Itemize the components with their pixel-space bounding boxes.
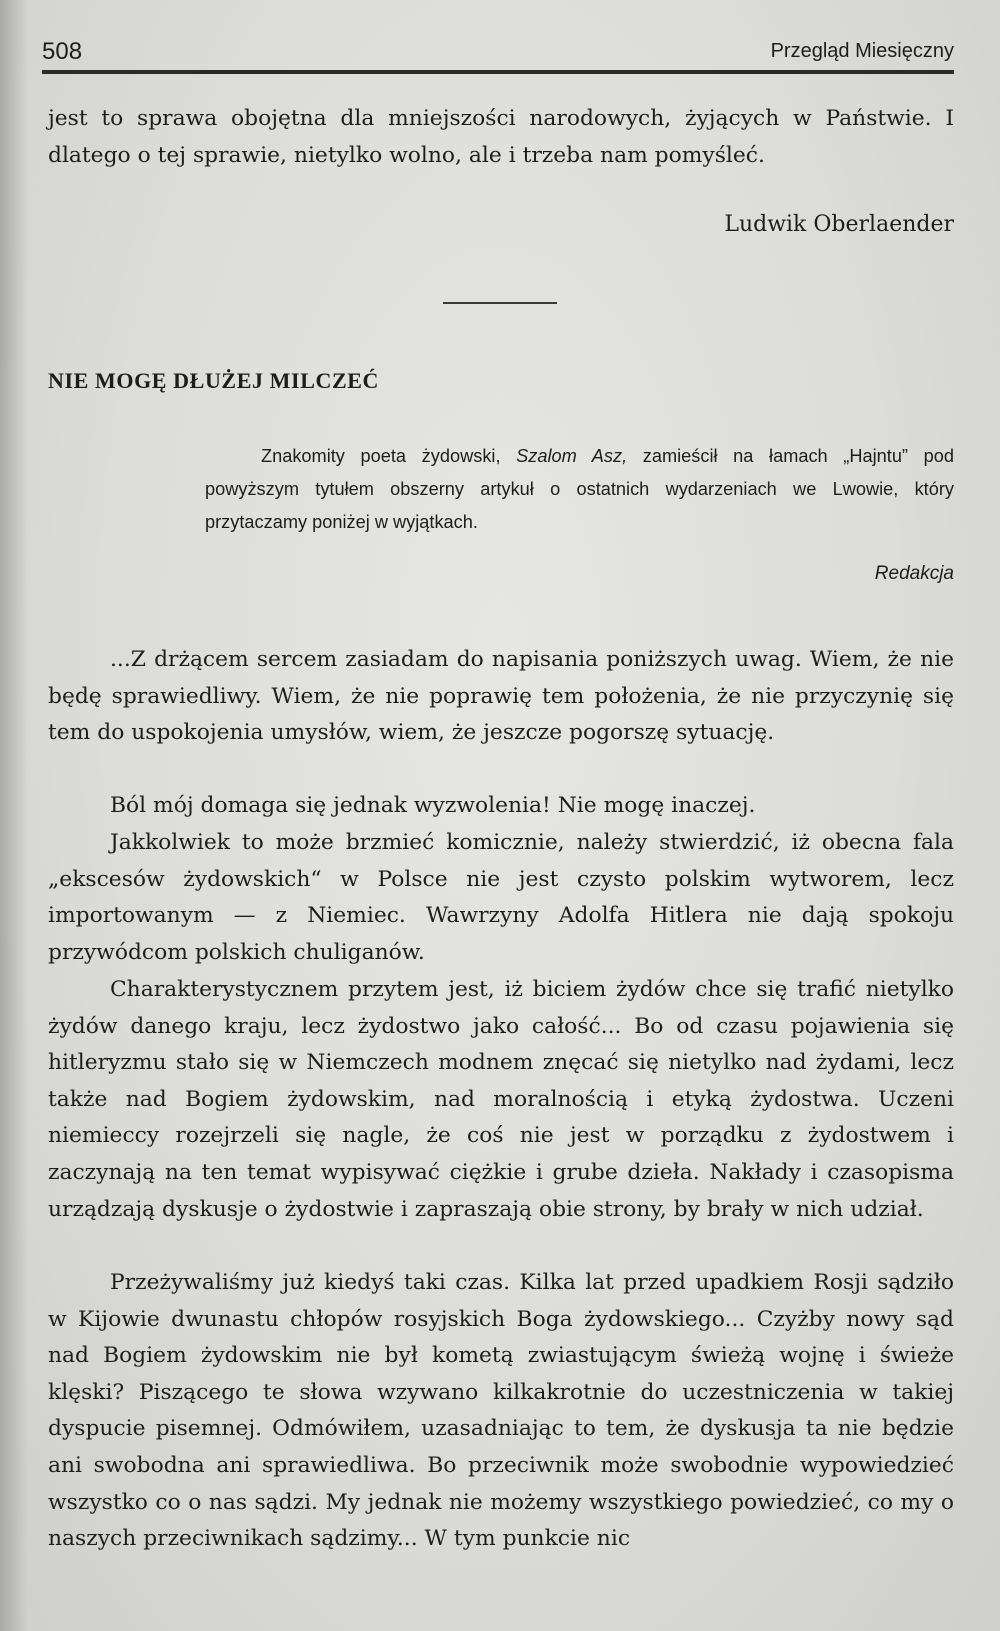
editorial-note-after-author: zamieścił na łamach „Hajntu” pod powyższym tytułem obszerny artykuł o ostatnich wydarzeniach we Lwowie, który przytaczamy poniżej w wyjątkach.	[205, 446, 954, 532]
previous-article-closing-text: jest to sprawa obojętna dla mniejszości narodowych, żyjących w Państwie. I dlatego o tej sprawie, nietylko wolno, ale i trzeba nam pomyśleć.	[48, 106, 954, 168]
editorial-note-author: Szalom Asz,	[516, 446, 628, 466]
article-paragraph-2: Ból mój domaga się jednak wyzwolenia! Nie mogę inaczej.	[110, 793, 756, 818]
page-number: 508	[42, 38, 83, 65]
article-separator	[443, 302, 557, 304]
page-header	[42, 38, 954, 72]
article-paragraph-3: Jakkolwiek to może brzmieć komicznie, należy stwierdzić, iż obecna fala „ekscesów żydowskich“ w Polsce nie jest czysto polskim wytworem, lecz importowanym — z Niemiec. Wawrzyny Adolfa Hitlera nie dają spokoju przywódcom polskich chuliganów.	[48, 830, 954, 965]
header-rule	[42, 70, 954, 74]
article-paragraph-5: Przeżywaliśmy już kiedyś taki czas. Kilka lat przed upadkiem Rosji sądziło w Kijowie dwunastu chłopów rosyjskich Boga żydowskiego... Czyżby nowy sąd nad Bogiem żydowskim nie był kometą zwiastującym świeżą wojnę i świeże klęski? Piszącego te słowa wzywano kilkakrotnie do uczestniczenia w takiej dyspucie pisemnej. Odmówiłem, uzasadniając to tem, że dyskusja ta nie będzie ani swobodna ani sprawiedliwa. Bo przeciwnik może swobodnie wypowiedzieć wszystko co o nas sądzi. My jednak nie możemy wszystkiego powiedzieć, co my o naszych przeciwnikach sądzimy... W tym punkcie nic	[48, 1270, 954, 1552]
editorial-note-before-author: Znakomity poeta żydowski,	[261, 446, 517, 466]
running-title: Przegląd Miesięczny	[770, 40, 954, 62]
article-title: NIE MOGĘ DŁUŻEJ MILCZEĆ	[48, 368, 380, 393]
editorial-signature: Redakcja	[874, 563, 954, 584]
book-gutter-shadow	[0, 0, 28, 1631]
editorial-note	[205, 440, 954, 539]
article-paragraph-1: ...Z drżącem sercem zasiadam do napisania poniższych uwag. Wiem, że nie będę sprawiedliwy. Wiem, że nie poprawię tem położenia, że nie przyczynię się tem do uspokojenia umysłów, wiem, że jeszcze pogorszę sytuację.	[48, 647, 954, 746]
article-paragraph-4: Charakterystycznem przytem jest, iż biciem żydów chce się trafić nietylko żydów danego kraju, lecz żydostwo jako całość... Bo od czasu pojawienia się hitleryzmu stało się w Niemczech modnem znęcać się nietylko nad żydami, lecz także nad Bogiem żydowskim, nad moralnością i etyką żydostwa. Uczeni niemieccy rozejrzeli się nagle, że coś nie jest w porządku z żydostwem i zaczynają na ten temat wypisywać ciężkie i grube dzieła. Nakłady i czasopisma urządzają dyskusje o żydostwie i zapraszają obie strony, by brały w nich udział.	[48, 977, 954, 1222]
previous-article-author: Ludwik Oberlaender	[724, 212, 954, 237]
